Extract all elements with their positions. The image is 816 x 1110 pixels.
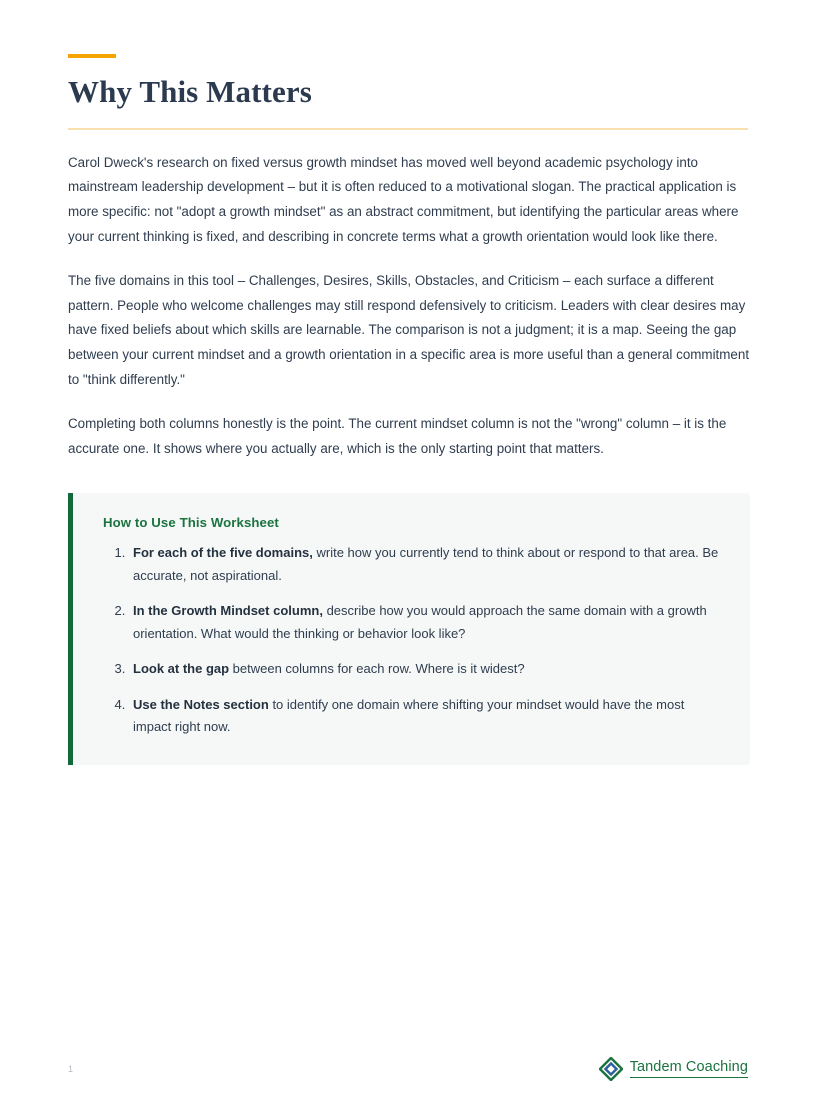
page-number: 1 [68,1063,74,1074]
title-divider [68,128,748,130]
list-item-lead: Look at the gap [133,661,230,677]
list-item-text: to identify one domain where shifting your mindset would have the most impact right now. [133,696,685,735]
list-item [129,600,722,645]
list-item [129,658,722,681]
callout-instruction-list [103,542,722,739]
list-item-lead: For each of the five domains, [133,545,313,561]
paragraph-3: Completing both columns honestly is the point. The current mindset column is not the "wrong" column – it is the accurate one. It shows where you actually are, which is the only starting point that matters. [68,415,727,456]
page-title: Why This Matters [68,74,312,109]
document-page [0,54,816,1110]
list-item [129,694,722,739]
page-footer [68,1054,748,1084]
how-to-use-callout [68,493,750,765]
brand-lockup [599,1057,748,1081]
list-item-lead: Use the Notes section [133,696,269,712]
tandem-diamond-logo-icon [599,1057,623,1081]
list-item-text: write how you currently tend to think about or respond to that area. Be accurate, not aspirational. [133,545,719,583]
list-item [129,542,722,587]
paragraph-1: Carol Dweck's research on fixed versus growth mindset has moved well beyond academic psychology into mainstream leadership development – but it is often reduced to a motivational slogan. The practical application is more specific: not "adopt a growth mindset" as an abstract commitment, but identifying the particular areas where your current thinking is fixed, and describing in concrete terms what a growth orientation would look like there. [68,154,739,245]
list-item-text: between columns for each row. Where is it widest? [229,661,525,677]
body-copy [68,151,748,462]
title-accent-bar [68,54,116,58]
list-item-text: describe how you would approach the same domain with a growth orientation. What would the thinking or behavior look like? [133,603,707,641]
list-item-lead: In the Growth Mindset column, [133,603,323,619]
brand-name: Tandem Coaching [630,1060,748,1078]
paragraph-2: The five domains in this tool – Challenges, Desires, Skills, Obstacles, and Criticism – each surface a different pattern. People who welcome challenges may still respond defensively to criticism. Leaders with clear desires may have fixed beliefs about which skills are learnable. The comparison is not a judgment; it is a map. Seeing the gap between your current mindset and a growth orientation in a specific area is more useful than a general commitment to "think differently." [68,272,750,388]
callout-heading: How to Use This Worksheet [103,515,279,531]
